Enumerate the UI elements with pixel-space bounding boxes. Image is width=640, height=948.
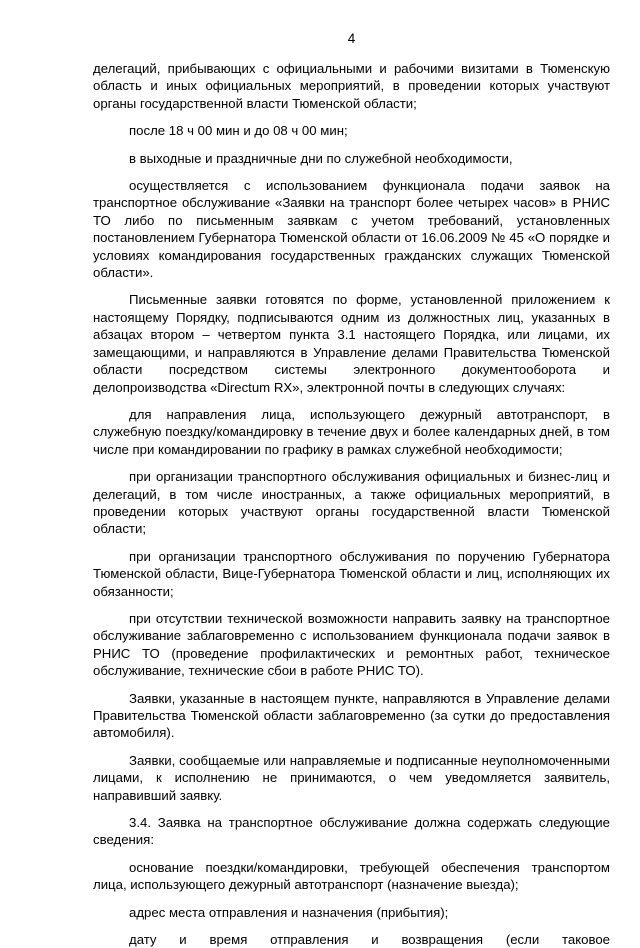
page-number: 4 (347, 31, 356, 46)
body-paragraph: 3.4. Заявка на транспортное обслуживание должна содержать следующие сведения: (93, 815, 610, 848)
body-paragraph: в выходные и праздничные дни по служебной необходимости, (129, 150, 513, 166)
body-paragraph: Заявки, указанные в настоящем пункте, направляются в Управление делами Правительства Тюменской области заблаговременно (за сутки до предоставления автомобиля). (93, 690, 610, 741)
body-paragraph: при организации транспортного обслуживания официальных и бизнес-лиц и делегаций, в том числе иностранных, а также официальных мероприятий, в проведении которых участвуют органы государственной власти Тюменской области; (93, 469, 610, 537)
body-paragraph: Заявки, сообщаемые или направляемые и подписанные неуполномоченными лицами, к исполнению не принимаются, о чем уведомляется заявитель, направивший заявку. (93, 752, 610, 803)
body-paragraph: делегаций, прибывающих с официальными и рабочими визитами в Тюменскую область и иных официальных мероприятий, в проведении которых участвуют органы государственной власти Тюменской области; (93, 61, 610, 111)
body-paragraph: для направления лица, использующего дежурный автотранспорт, в служебную поездку/командировку в течение двух и более календарных дней, в том числе при командировании по графику в рамках служебной необходимости; (93, 406, 610, 457)
body-paragraph: при организации транспортного обслуживания по поручению Губернатора Тюменской области, Вице-Губернатора Тюменской области и лиц, исполняющих их обязанности; (93, 548, 610, 599)
body-paragraph: Письменные заявки готовятся по форме, установленной приложением к настоящему Порядку, подписываются одним из должностных лиц, указанных в абзацах втором – четвертом пункта 3.1 настоящего Порядка, или лицами, их замещающими, и направляются в Управление делами Правительства Тюменской области посредством системы электронного документооборота и делопроизводства «Directum RX», электронной почты в следующих случаях: (93, 292, 610, 395)
document-body (93, 60, 610, 948)
body-paragraph: адрес места отправления и назначения (прибытия); (129, 904, 449, 920)
body-paragraph: при отсутствии технической возможности направить заявку на транспортное обслуживание заблаговременно с использованием функционала подачи заявок в РНИС ТО (проведение профилактических и ремонтных работ, техническое обслуживание, технические сбои в работе РНИС ТО). (93, 610, 610, 679)
body-paragraph: основание поездки/командировки, требующей обеспечения транспортом лица, использующего дежурный автотранспорт (назначение выезда); (93, 859, 610, 893)
body-paragraph: после 18 ч 00 мин и до 08 ч 00 мин; (129, 123, 348, 139)
body-paragraph: дату и время отправления и возвращения (если таковое (129, 932, 610, 948)
body-paragraph: осуществляется с использованием функционала подачи заявок на транспортное обслуживание «Заявки на транспорт более четырех часов» в РНИС ТО либо по письменным заявкам с учетом требований, установленных постановлением Губернатора Тюменской области от 16.06.2009 № 45 «О порядке и условиях командирования государственных гражданских служащих Тюменской области». (93, 178, 610, 281)
